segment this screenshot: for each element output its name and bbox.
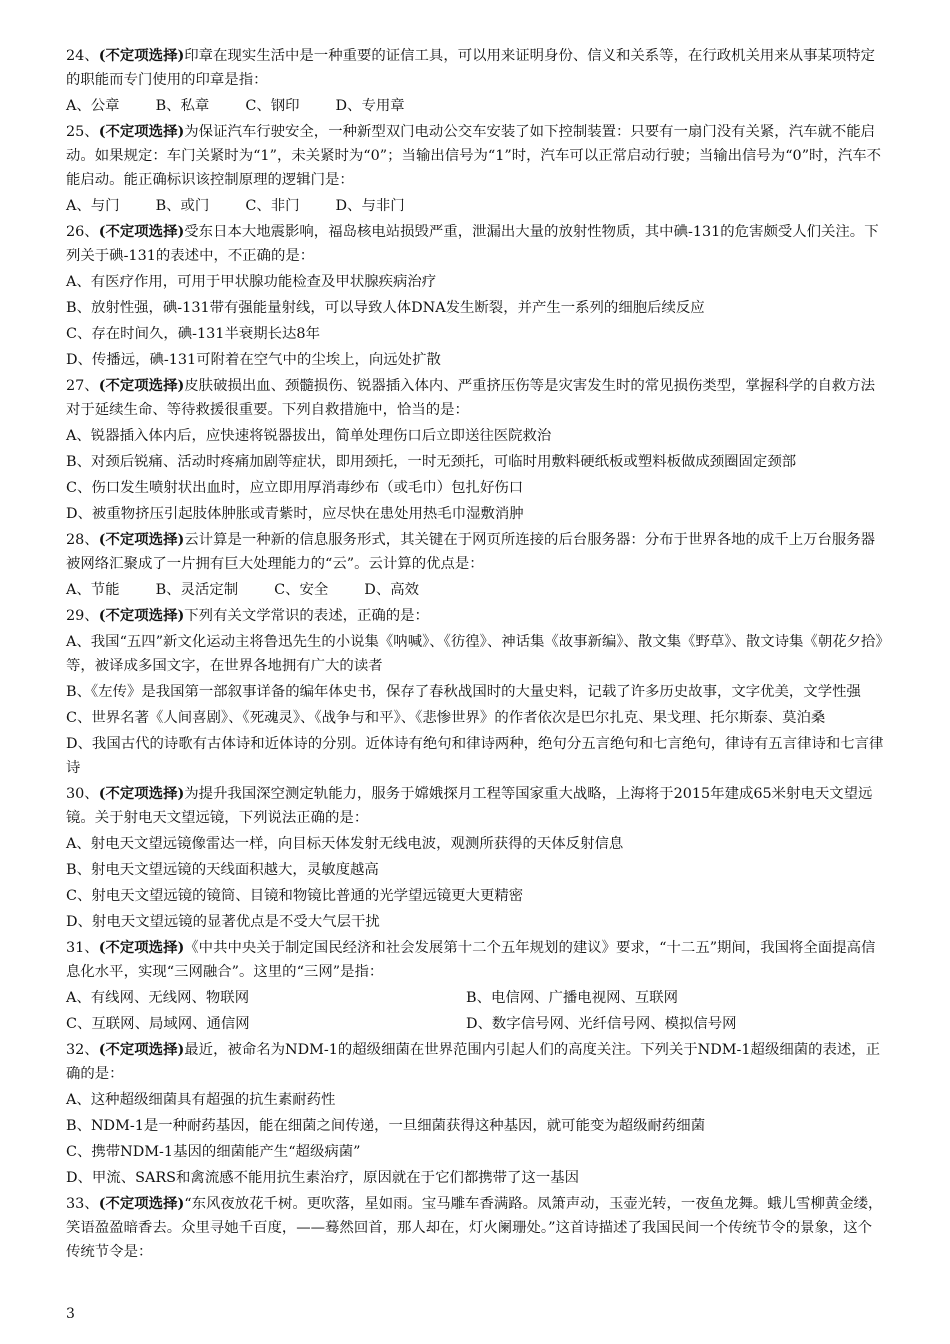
option-c: C、存在时间久，碘-131半衰期长达8年 xyxy=(66,326,320,342)
question-type-tag: (不定项选择) xyxy=(98,1195,185,1212)
question-number: 29、 xyxy=(66,608,99,624)
option-b: B、私章 xyxy=(155,98,210,114)
option-a: A、锐器插入体内后，应快速将锐器拔出，简单处理伤口后立即送往医院救治 xyxy=(66,428,552,444)
question-type-tag: (不定项选择) xyxy=(98,939,185,956)
question-type-tag: (不定项选择) xyxy=(98,607,185,624)
question-26 xyxy=(66,220,884,268)
question-type-tag: (不定项选择) xyxy=(98,1041,185,1058)
option-c: C、世界名著《人间喜剧》、《死魂灵》、《战争与和平》、《悲惨世界》的作者依次是巴尔扎克、果戈理、托尔斯泰、莫泊桑 xyxy=(66,710,826,726)
question-number: 30、 xyxy=(66,786,99,802)
question-stem: 为提升我国深空测定轨能力，服务于嫦娥探月工程等国家重大战略，上海将于2015年建成65米射电天文望远镜。关于射电天文望远镜，下列说法正确的是： xyxy=(66,786,873,826)
question-number: 27、 xyxy=(66,378,99,394)
question-type-tag: (不定项选择) xyxy=(98,123,185,140)
option-c: C、互联网、局域网、通信网 xyxy=(66,1016,250,1032)
option-c: C、非门 xyxy=(245,198,300,214)
question-33 xyxy=(66,1192,884,1264)
option-d: D、专用章 xyxy=(335,98,405,114)
option-a: A、射电天文望远镜像雷达一样，向目标天体发射无线电波，观测所获得的天体反射信息 xyxy=(66,836,624,852)
options-row xyxy=(66,578,884,602)
question-stem: 《中共中央关于制定国民经济和社会发展第十二个五年规划的建议》要求，“十二五”期间，我国将全面提高信息化水平，实现“三网融合”。这里的“三网”是指： xyxy=(66,940,876,980)
question-number: 33、 xyxy=(66,1196,99,1212)
option-b: B、灵活定制 xyxy=(155,582,239,598)
option-b: B、对颈后锐痛、活动时疼痛加剧等症状，即用颈托，一时无颈托，可临时用敷料硬纸板或塑料板做成颈圈固定颈部 xyxy=(66,454,797,470)
option-b: B、放射性强，碘-131带有强能量射线，可以导致人体DNA发生断裂，并产生一系列的细胞后续反应 xyxy=(66,300,705,316)
option-d: D、高效 xyxy=(364,582,420,598)
question-number: 32、 xyxy=(66,1042,99,1058)
option-d: D、与非门 xyxy=(335,198,405,214)
option-d: D、传播远，碘-131可附着在空气中的尘埃上，向远处扩散 xyxy=(66,352,441,368)
option-b: B、射电天文望远镜的天线面积越大，灵敏度越高 xyxy=(66,862,379,878)
question-type-tag: (不定项选择) xyxy=(98,785,185,802)
question-number: 28、 xyxy=(66,532,99,548)
question-31 xyxy=(66,936,884,984)
question-32 xyxy=(66,1038,884,1086)
question-type-tag: (不定项选择) xyxy=(98,531,185,548)
option-c: C、伤口发生喷射状出血时，应立即用厚消毒纱布（或毛巾）包扎好伤口 xyxy=(66,480,524,496)
question-29 xyxy=(66,604,884,628)
option-d: D、数字信号网、光纤信号网、模拟信号网 xyxy=(466,1016,737,1032)
option-c: C、携带NDM-1基因的细菌能产生“超级病菌” xyxy=(66,1144,361,1160)
question-stem: 皮肤破损出血、颈髓损伤、锐器插入体内、严重挤压伤等是灾害发生时的常见损伤类型，掌握科学的自救方法对于延续生命、等待救援很重要。下列自救措施中，恰当的是： xyxy=(66,378,876,418)
option-a: A、有线网、无线网、物联网 xyxy=(66,990,250,1006)
options-row xyxy=(66,94,884,118)
question-stem: “东风夜放花千树。更吹落，星如雨。宝马雕车香满路。凤箫声动，玉壶光转，一夜鱼龙舞。蛾儿雪柳黄金缕，笑语盈盈暗香去。众里寻她千百度，——蓦然回首，那人却在，灯火阑珊处。”这首诗描述了我国民间一个传统节令的景象，这个传统节令是： xyxy=(66,1196,883,1260)
option-d: D、甲流、SARS和禽流感不能用抗生素治疗，原因就在于它们都携带了这一基因 xyxy=(66,1170,579,1186)
option-b: B、电信网、广播电视网、互联网 xyxy=(466,990,679,1006)
question-number: 25、 xyxy=(66,124,99,140)
option-d: D、被重物挤压引起肢体肿胀或青紫时，应尽快在患处用热毛巾湿敷消肿 xyxy=(66,506,524,522)
question-25 xyxy=(66,120,884,192)
options-grid xyxy=(66,986,884,1036)
question-stem: 云计算是一种新的信息服务形式，其关键在于网页所连接的后台服务器：分布于世界各地的成千上万台服务器被网络汇聚成了一片拥有巨大处理能力的“云”。云计算的优点是： xyxy=(66,532,876,572)
option-c: C、钢印 xyxy=(245,98,300,114)
exam-page xyxy=(66,44,884,1264)
question-stem: 受东日本大地震影响，福岛核电站损毁严重，泄漏出大量的放射性物质，其中碘-131的危害颇受人们关注。下列关于碘-131的表述中，不正确的是： xyxy=(66,224,879,264)
question-27 xyxy=(66,374,884,422)
question-stem: 为保证汽车行驶安全，一种新型双门电动公交车安装了如下控制装置：只要有一扇门没有关紧，汽车就不能启动。如果规定：车门关紧时为“1”，未关紧时为“0”；当输出信号为“1”时，汽车可以正常启动行驶；当输出信号为“0”时，汽车不能启动。能正确标识该控制原理的逻辑门是： xyxy=(66,124,882,188)
option-d: D、我国古代的诗歌有古体诗和近体诗的分别。近体诗有绝句和律诗两种，绝句分五言绝句和七言绝句，律诗有五言律诗和七言律诗 xyxy=(66,736,884,776)
question-30 xyxy=(66,782,884,830)
question-number: 24、 xyxy=(66,48,99,64)
option-a: A、节能 xyxy=(66,582,120,598)
option-b: B、NDM-1是一种耐药基因，能在细菌之间传递，一旦细菌获得这种基因，就可能变为超级耐药细菌 xyxy=(66,1118,706,1134)
option-a: A、有医疗作用，可用于甲状腺功能检查及甲状腺疾病治疗 xyxy=(66,274,437,290)
question-24 xyxy=(66,44,884,92)
option-a: A、与门 xyxy=(66,198,120,214)
question-number: 26、 xyxy=(66,224,99,240)
question-stem: 下列有关文学常识的表述，正确的是： xyxy=(184,608,429,624)
question-type-tag: (不定项选择) xyxy=(98,223,185,240)
page-number: 3 xyxy=(66,1306,75,1322)
option-b: B、或门 xyxy=(155,198,210,214)
option-a: A、公章 xyxy=(66,98,120,114)
options-row xyxy=(66,194,884,218)
question-28 xyxy=(66,528,884,576)
option-b: B、《左传》是我国第一部叙事详备的编年体史书，保存了春秋战国时的大量史料，记载了许多历史故事，文字优美，文学性强 xyxy=(66,684,861,700)
option-c: C、射电天文望远镜的镜筒、目镜和物镜比普通的光学望远镜更大更精密 xyxy=(66,888,524,904)
question-number: 31、 xyxy=(66,940,99,956)
question-type-tag: (不定项选择) xyxy=(98,377,185,394)
option-a: A、我国“五四”新文化运动主将鲁迅先生的小说集《呐喊》、《彷徨》、神话集《故事新编》、散文集《野草》、散文诗集《朝花夕拾》等，被译成多国文字，在世界各地拥有广大的读者 xyxy=(66,634,883,674)
option-a: A、这种超级细菌具有超强的抗生素耐药性 xyxy=(66,1092,336,1108)
option-d: D、射电天文望远镜的显著优点是不受大气层干扰 xyxy=(66,914,380,930)
question-stem: 印章在现实生活中是一种重要的证信工具，可以用来证明身份、信义和关系等，在行政机关用来从事某项特定的职能而专门使用的印章是指： xyxy=(66,48,876,88)
option-c: C、安全 xyxy=(274,582,329,598)
question-stem: 最近，被命名为NDM-1的超级细菌在世界范围内引起人们的高度关注。下列关于NDM-1超级细菌的表述，正确的是： xyxy=(66,1042,881,1082)
question-type-tag: (不定项选择) xyxy=(98,47,185,64)
